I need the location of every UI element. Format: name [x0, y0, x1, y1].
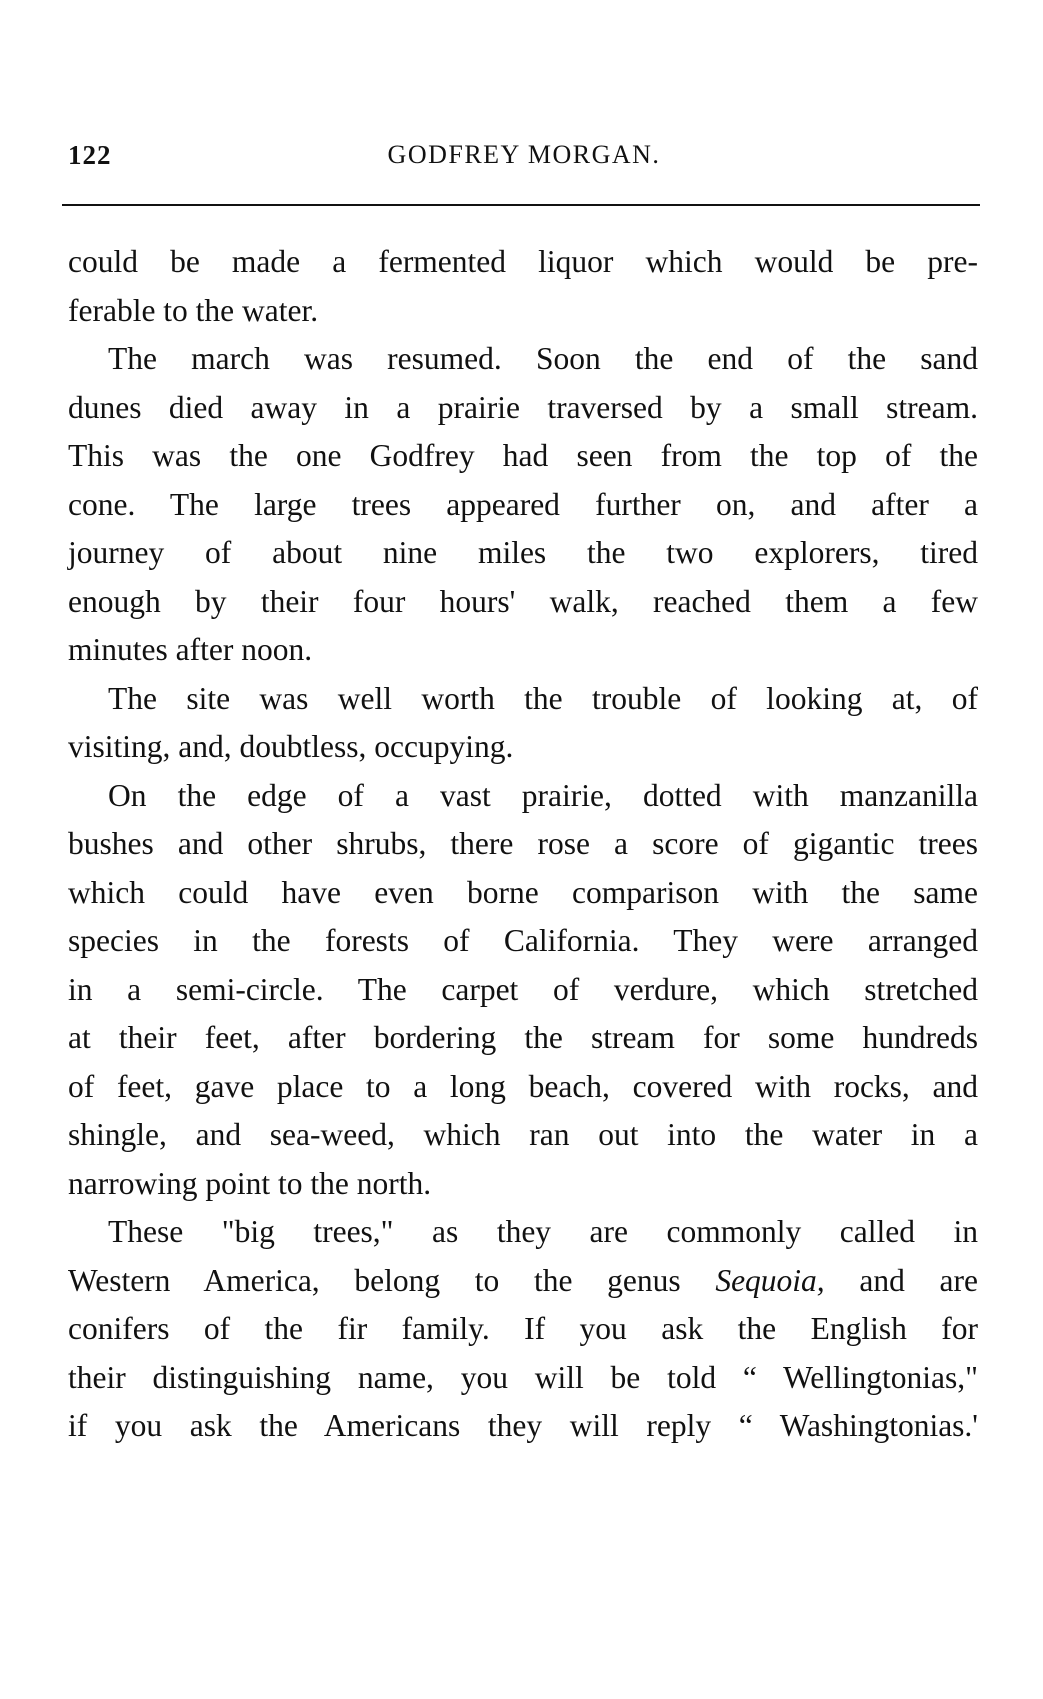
- text-line: The march was resumed. Soon the end of the sand: [108, 341, 978, 376]
- header-rule: [62, 204, 980, 206]
- text-line: their distinguishing name, you will be told “ Wellingtonias,": [68, 1359, 978, 1395]
- text-line: bushes and other shrubs, there rose a score of gigantic trees: [68, 826, 978, 861]
- italic-genus-name: Sequoia,: [715, 1262, 825, 1298]
- text-line: if you ask the Americans they will reply “ Washingtonias.': [68, 1408, 978, 1443]
- text-line: conifers of the fir family. If you ask the English for: [68, 1311, 978, 1346]
- text-line: could be made a fermented liquor which would be pre-: [68, 244, 978, 279]
- text-line: species in the forests of California. They were arranged: [68, 923, 978, 958]
- text-line: ferable to the water.: [68, 292, 319, 328]
- text-line: This was the one Godfrey had seen from the top of the: [68, 438, 978, 473]
- paragraph: [68, 335, 978, 675]
- paragraph: [68, 675, 978, 772]
- text-line: of feet, gave place to a long beach, covered with rocks, and: [68, 1068, 978, 1104]
- text-line: enough by their four hours' walk, reached them a few: [68, 583, 978, 619]
- paragraph: [68, 1208, 978, 1451]
- text-line-with-italic: [68, 1257, 978, 1306]
- text-line: narrowing point to the north.: [68, 1165, 432, 1201]
- text-line: These "big trees," as they are commonly called in: [108, 1214, 978, 1249]
- text-line: which could have even borne comparison with the same: [68, 874, 978, 910]
- page-number: 122: [68, 140, 112, 170]
- text-line: minutes after noon.: [68, 632, 313, 667]
- text-line: On the edge of a vast prairie, dotted with manzanilla: [108, 777, 978, 813]
- text-line: journey of about nine miles the two explorers, tired: [68, 535, 978, 570]
- text-line: cone. The large trees appeared further on, and after a: [68, 486, 978, 522]
- text-segment: Western America, belong to the genus: [68, 1262, 716, 1298]
- paragraph: [68, 772, 978, 1209]
- text-line: dunes died away in a prairie traversed by a small stream.: [68, 389, 978, 425]
- text-line: visiting, and, doubtless, occupying.: [68, 729, 514, 764]
- paragraph: [68, 238, 978, 335]
- text-line: at their feet, after bordering the stream for some hundreds: [68, 1020, 978, 1055]
- running-head: [68, 140, 980, 180]
- text-line: The site was well worth the trouble of looking at, of: [108, 680, 978, 716]
- running-title: GODFREY MORGAN.: [387, 140, 661, 169]
- text-line: shingle, and sea-weed, which ran out into the water in a: [68, 1117, 978, 1152]
- body-text: [68, 238, 978, 1451]
- text-segment: and are: [824, 1262, 978, 1298]
- text-line: in a semi-circle. The carpet of verdure, which stretched: [68, 971, 978, 1007]
